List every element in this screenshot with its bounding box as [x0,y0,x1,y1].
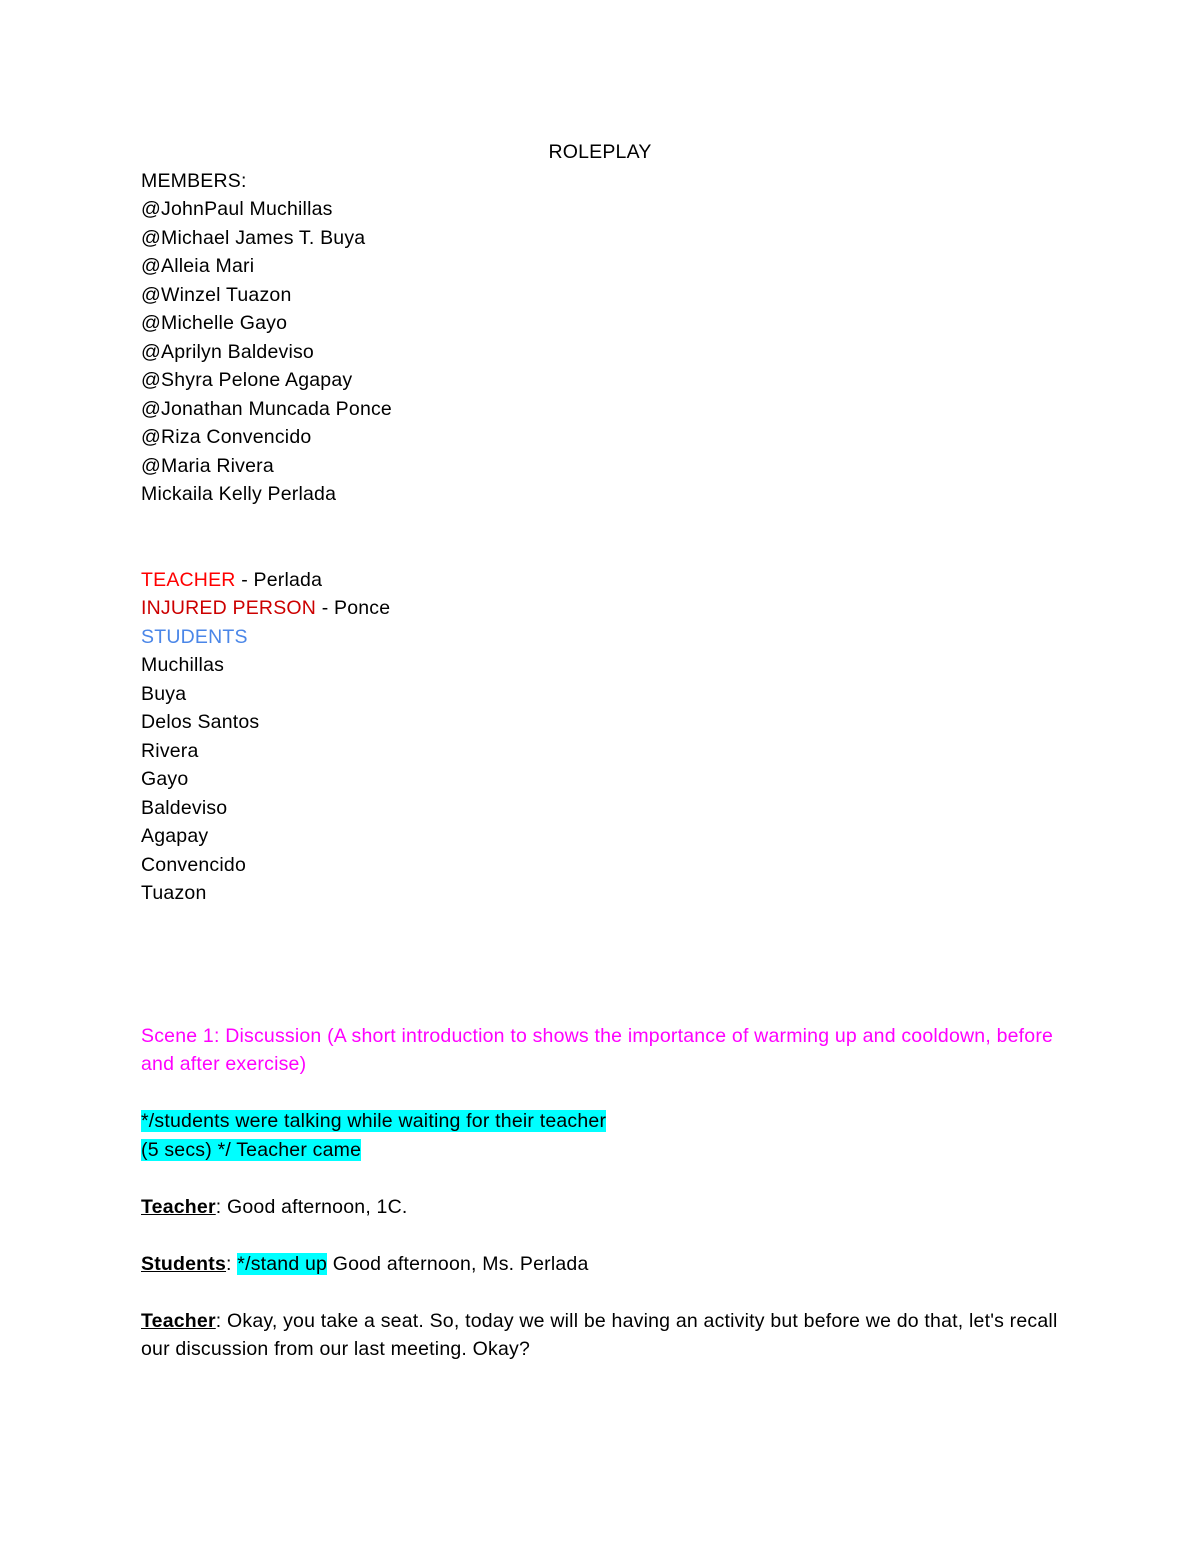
member-item: @Aprilyn Baldeviso [141,340,314,363]
student-item: Delos Santos [141,711,260,733]
speaker-name: Teacher [141,1309,216,1332]
member-item: Mickaila Kelly Perlada [141,483,337,505]
scene-heading: Scene 1: Discussion (A short introduction to shows the importance of warming up and cooldown, before and after exercise) [141,1024,1054,1075]
spacer [141,1221,1061,1250]
speaker-colon: : [215,1195,227,1218]
speaker-colon: : [215,1309,227,1332]
dialogue-text: Good afternoon, 1C. [227,1195,408,1218]
stage-direction-line: */students were talking while waiting for their teacher [141,1110,607,1132]
student-item: Baldeviso [141,796,228,819]
document-page [141,138,1061,1364]
member-item: @Winzel Tuazon [141,283,292,306]
student-item: Agapay [141,825,209,847]
students-list [141,651,1061,908]
speaker-name: Teacher [141,1195,216,1218]
role-injured-name: - Ponce [316,597,391,619]
spacer [141,1278,1061,1307]
role-teacher [141,566,1061,595]
member-item: @Riza Convencido [141,426,312,448]
stage-direction-inline: */stand up [237,1252,328,1275]
role-teacher-name: - Perlada [235,568,323,591]
student-item: Convencido [141,853,246,876]
dialogue-text: Good afternoon, Ms. Perlada [327,1252,589,1275]
member-item: @Shyra Pelone Agapay [141,369,353,391]
student-item: Muchillas [141,654,225,676]
spacer [141,509,1061,566]
role-teacher-label: TEACHER [141,568,236,591]
member-item: @Maria Rivera [141,454,274,477]
student-item: Rivera [141,739,199,762]
member-item: @Jonathan Muncada Ponce [141,397,392,420]
member-item: @Michael James T. Buya [141,226,366,249]
dialogue-line [141,1250,1061,1279]
spacer [141,1079,1061,1108]
role-injured [141,594,1061,623]
spacer [141,908,1061,1022]
stage-direction-line: (5 secs) */ Teacher came [141,1138,362,1161]
student-item: Tuazon [141,882,207,904]
dialogue-line [141,1193,1061,1222]
stage-direction [141,1136,1061,1165]
student-item: Gayo [141,768,189,790]
members-list [141,195,1061,509]
speaker-name: Students [141,1252,227,1275]
dialogue-line [141,1307,1061,1364]
spacer [141,1164,1061,1193]
student-item: Buya [141,682,187,705]
role-injured-label: INJURED PERSON [141,597,317,619]
speaker-colon: : [226,1252,238,1275]
member-item: @JohnPaul Muchillas [141,198,333,220]
member-item: @Alleia Mari [141,255,255,277]
stage-direction [141,1107,1061,1136]
document-title: ROLEPLAY [548,141,652,163]
members-heading: MEMBERS: [141,169,247,192]
role-students-label: STUDENTS [141,625,248,648]
dialogue-text: Okay, you take a seat. So, today we will be having an activity but before we do that, let's recall our discussion from our last meeting. Okay? [141,1309,1058,1360]
member-item: @Michelle Gayo [141,312,288,334]
